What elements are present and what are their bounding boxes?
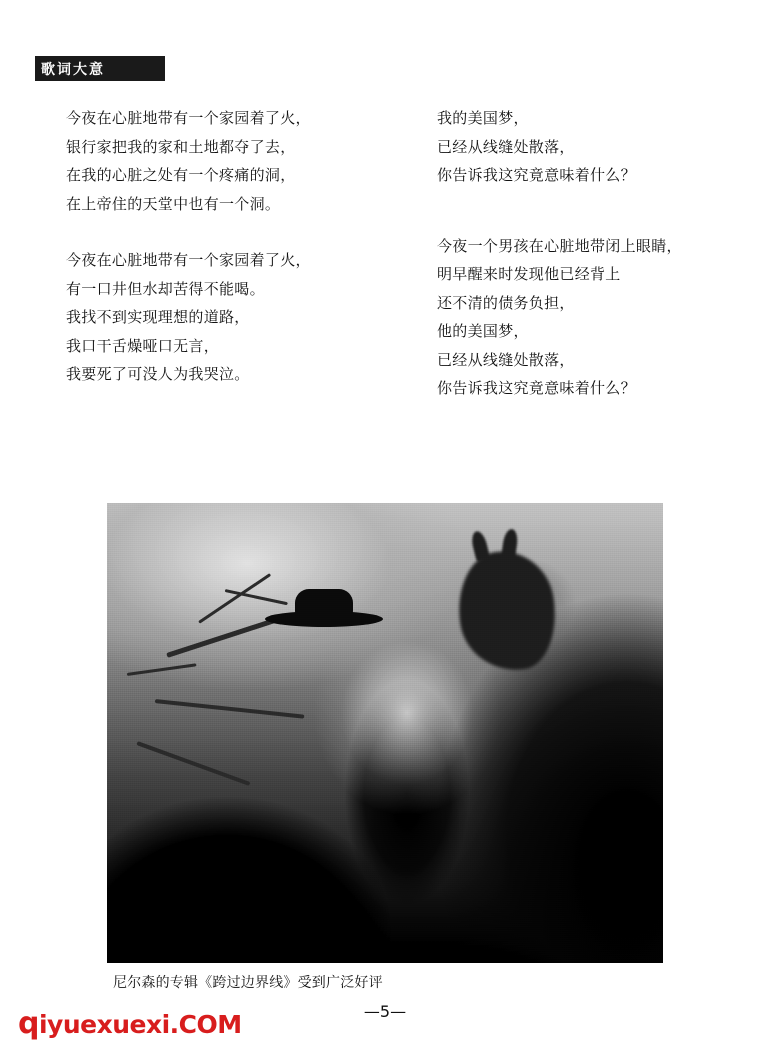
lyrics-column-right — [437, 104, 747, 431]
lyrics-line: 你告诉我这究竟意味着什么？ — [437, 379, 636, 397]
figure-photo — [107, 503, 663, 963]
lyrics-stanza — [66, 104, 416, 218]
watermark-initial: q — [18, 1006, 39, 1041]
lyrics-line: 今夜在心脏地带有一个家园着了火， — [66, 109, 311, 127]
lyrics-stanza — [66, 246, 416, 389]
lyrics-line: 今夜在心脏地带有一个家园着了火， — [66, 251, 311, 269]
lyrics-line: 已经从线缝处散落， — [437, 350, 575, 369]
section-header-badge: 歌词大意 — [35, 56, 165, 81]
lyrics-line: 我找不到实现理想的道路， — [66, 308, 250, 326]
lyrics-line: 有一口井但水却苦得不能喝。 — [66, 279, 265, 298]
watermark-text: iyuexuexi.COM — [38, 1010, 242, 1039]
lyrics-line: 明早醒来时发现他已经背上 — [437, 265, 621, 283]
lyrics-line: 我口干舌燥哑口无言， — [66, 336, 220, 355]
lyrics-stanza — [437, 232, 747, 403]
lyrics-stanza — [437, 104, 747, 190]
lyrics-line: 在我的心脏之处有一个疼痛的洞， — [66, 166, 296, 184]
photo-grain-overlay — [107, 503, 663, 963]
lyrics-line: 今夜一个男孩在心脏地带闭上眼睛， — [437, 236, 682, 255]
lyrics-line: 我要死了可没人为我哭泣。 — [66, 365, 250, 383]
lyrics-line: 银行家把我的家和土地都夺了去， — [66, 137, 296, 156]
lyrics-line: 已经从线缝处散落， — [437, 137, 575, 156]
lyrics-line: 我的美国梦， — [437, 109, 529, 127]
lyrics-line: 还不清的债务负担， — [437, 293, 575, 312]
lyrics-line: 他的美国梦， — [437, 322, 529, 340]
lyrics-column-left — [66, 104, 416, 417]
site-watermark — [18, 1006, 242, 1041]
page-number: —5— — [363, 1002, 407, 1021]
lyrics-line: 你告诉我这究竟意味着什么？ — [437, 166, 636, 184]
lyrics-line: 在上帝住的天堂中也有一个洞。 — [66, 194, 281, 213]
figure-caption: 尼尔森的专辑《跨过边界线》受到广泛好评 — [113, 975, 383, 991]
